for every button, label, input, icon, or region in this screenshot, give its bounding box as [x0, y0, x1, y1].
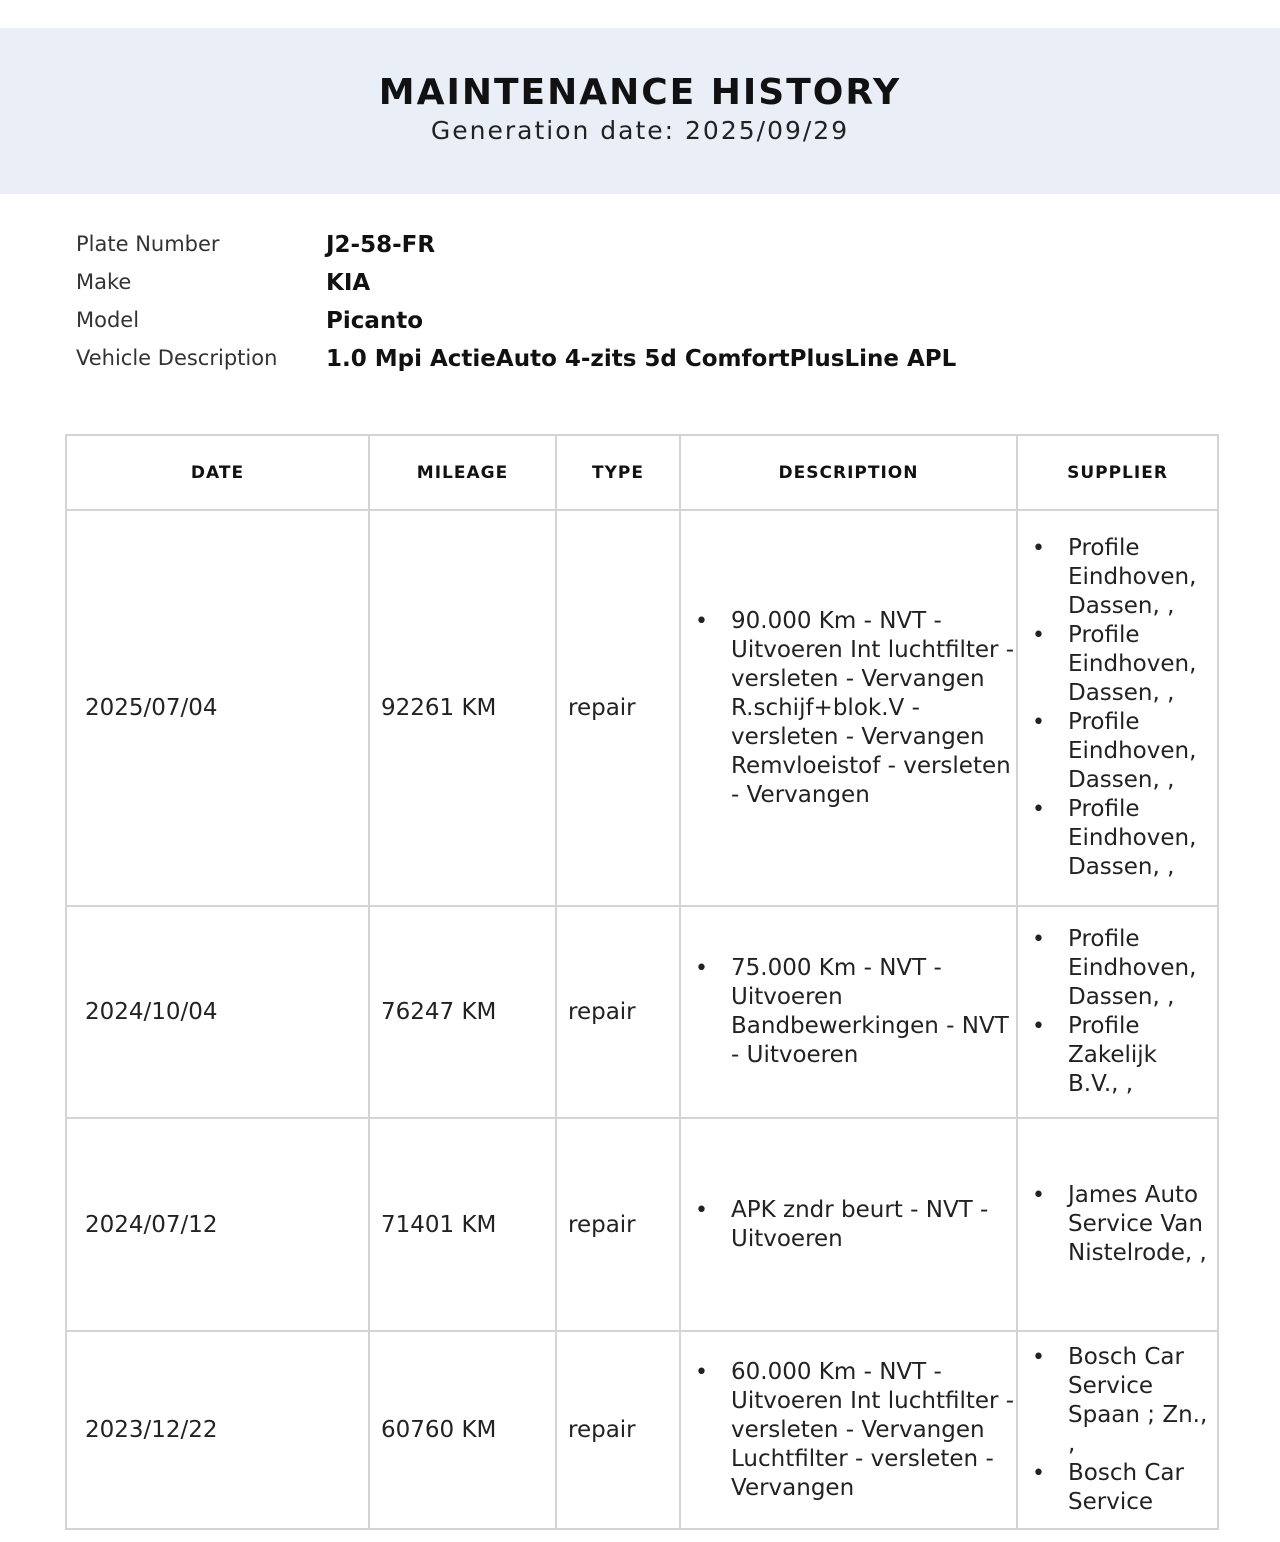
- row-date: 2023/12/22: [66, 1331, 369, 1529]
- supplier-item: • Profile Eindhoven, Dassen, ,: [1018, 708, 1217, 795]
- column-header-type: TYPE: [556, 435, 680, 510]
- row-supplier: [1017, 510, 1218, 906]
- supplier-item: • James Auto Service Van Nistelrode, ,: [1018, 1181, 1217, 1268]
- row-description: [680, 1118, 1017, 1331]
- row-type: repair: [556, 1118, 680, 1331]
- row-type: repair: [556, 906, 680, 1118]
- row-type: repair: [556, 1331, 680, 1529]
- column-header-date: DATE: [66, 435, 369, 510]
- report-title: MAINTENANCE HISTORY: [378, 72, 902, 113]
- row-supplier: [1017, 1118, 1218, 1331]
- description-item: • 90.000 Km - NVT - Uitvoeren Int luchtfilter - versleten - Vervangen R.schijf+blok.V - versleten - Vervangen Remvloeistof - versleten - Vervangen: [681, 607, 1016, 810]
- row-mileage: 60760 KM: [369, 1331, 556, 1529]
- supplier-item: • Profile Eindhoven, Dassen, ,: [1018, 534, 1217, 621]
- row-date: 2024/07/12: [66, 1118, 369, 1331]
- row-description: [680, 906, 1017, 1118]
- row-mileage: 76247 KM: [369, 906, 556, 1118]
- supplier-item: • Profile Eindhoven, Dassen, ,: [1018, 795, 1217, 882]
- supplier-item: • Profile Eindhoven, Dassen, ,: [1018, 621, 1217, 708]
- column-header-mileage: MILEAGE: [369, 435, 556, 510]
- row-description: [680, 1331, 1017, 1529]
- table-header-row: [66, 435, 1218, 510]
- row-description: [680, 510, 1017, 906]
- vehicle-description-label: Vehicle Description: [76, 346, 278, 370]
- model-value: Picanto: [326, 308, 424, 334]
- plate-number-value: J2-58-FR: [326, 232, 436, 258]
- supplier-item: • Profile Eindhoven, Dassen, ,: [1018, 925, 1217, 1012]
- column-header-description: DESCRIPTION: [680, 435, 1017, 510]
- row-mileage: 92261 KM: [369, 510, 556, 906]
- model-label: Model: [76, 308, 140, 332]
- row-type: repair: [556, 510, 680, 906]
- row-date: 2025/07/04: [66, 510, 369, 906]
- vehicle-description-value: 1.0 Mpi ActieAuto 4-zits 5d ComfortPlusLine APL: [326, 346, 957, 372]
- description-item: • 60.000 Km - NVT - Uitvoeren Int luchtfilter - versleten - Vervangen Luchtfilter - versleten - Vervangen: [681, 1358, 1016, 1503]
- plate-number-label: Plate Number: [76, 232, 220, 256]
- table-row: [66, 510, 1218, 906]
- make-label: Make: [76, 270, 132, 294]
- maintenance-table: [65, 434, 1219, 1530]
- supplier-item: • Bosch Car Service: [1018, 1459, 1217, 1517]
- row-supplier: [1017, 906, 1218, 1118]
- supplier-item: • Bosch Car Service Spaan ; Zn., ,: [1018, 1343, 1217, 1459]
- column-header-supplier: SUPPLIER: [1017, 435, 1218, 510]
- row-date: 2024/10/04: [66, 906, 369, 1118]
- generation-date: Generation date: 2025/09/29: [430, 116, 850, 145]
- table-row: [66, 906, 1218, 1118]
- report-header: [0, 28, 1280, 194]
- table-row: [66, 1118, 1218, 1331]
- description-item: • APK zndr beurt - NVT - Uitvoeren: [681, 1196, 1016, 1254]
- table-row: [66, 1331, 1218, 1529]
- row-mileage: 71401 KM: [369, 1118, 556, 1331]
- make-value: KIA: [326, 270, 371, 296]
- supplier-item: • Profile Zakelijk B.V., ,: [1018, 1012, 1217, 1099]
- row-supplier: [1017, 1331, 1218, 1529]
- description-item: • 75.000 Km - NVT - Uitvoeren Bandbewerkingen - NVT - Uitvoeren: [681, 954, 1016, 1070]
